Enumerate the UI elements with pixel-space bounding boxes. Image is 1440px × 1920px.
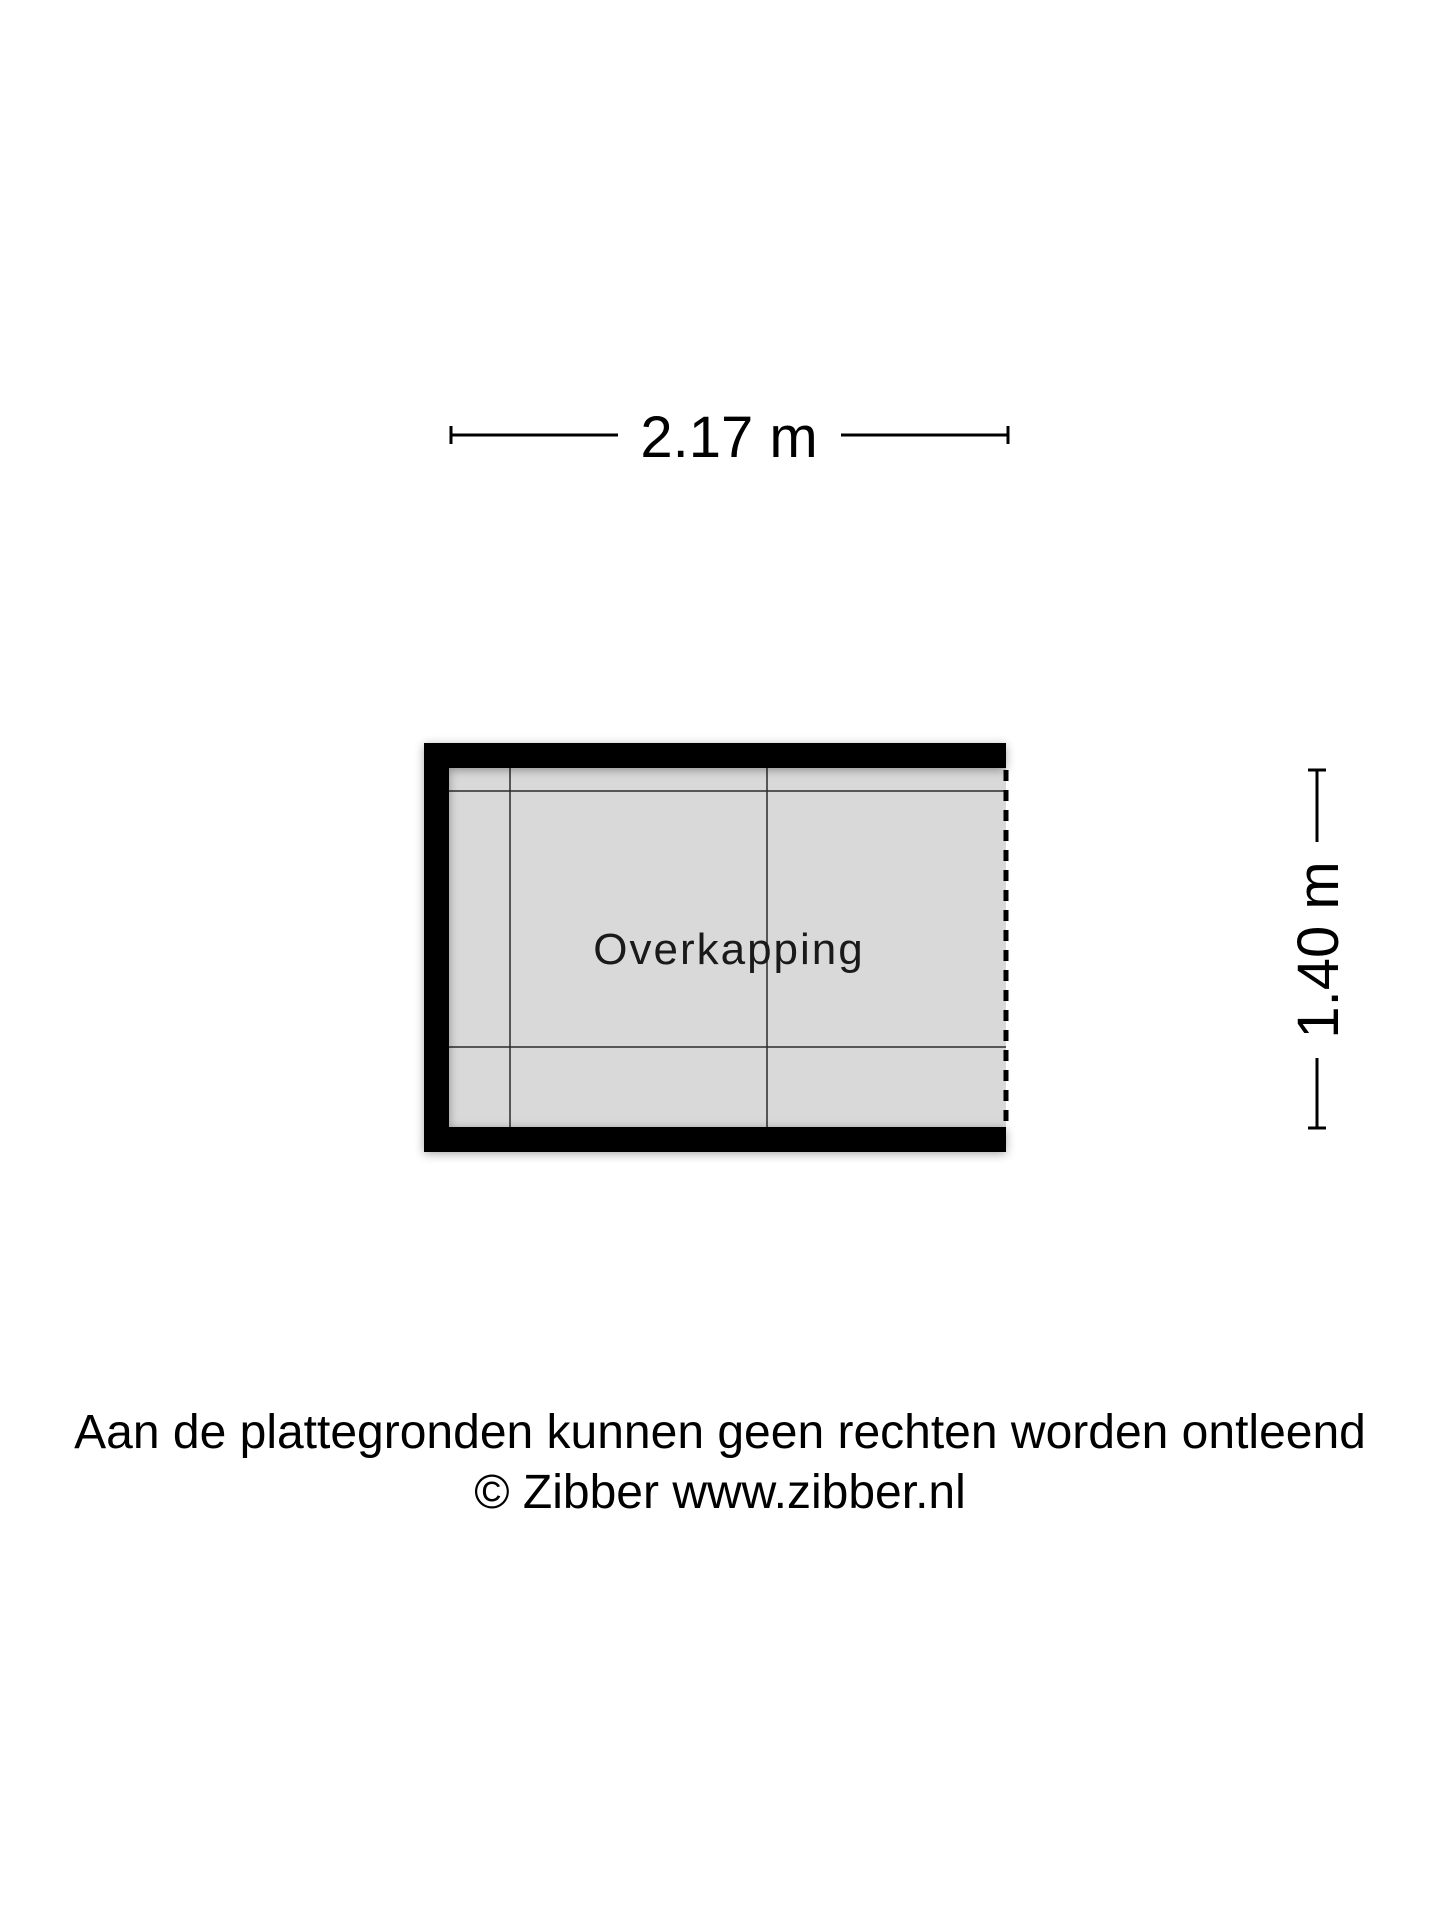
copyright-text: © Zibber www.zibber.nl [474, 1466, 966, 1519]
width-dimension-label: 2.17 m [640, 405, 818, 470]
wall-top [424, 743, 1006, 768]
disclaimer-text: Aan de plattegronden kunnen geen rechten worden ontleend [74, 1406, 1366, 1459]
height-dimension-label: 1.40 m [1286, 861, 1351, 1039]
height-dimension [1286, 770, 1351, 1128]
wall-bottom [424, 1127, 1006, 1152]
room-label: Overkapping [593, 925, 865, 974]
wall-left [424, 743, 449, 1152]
width-dimension [451, 405, 1008, 470]
